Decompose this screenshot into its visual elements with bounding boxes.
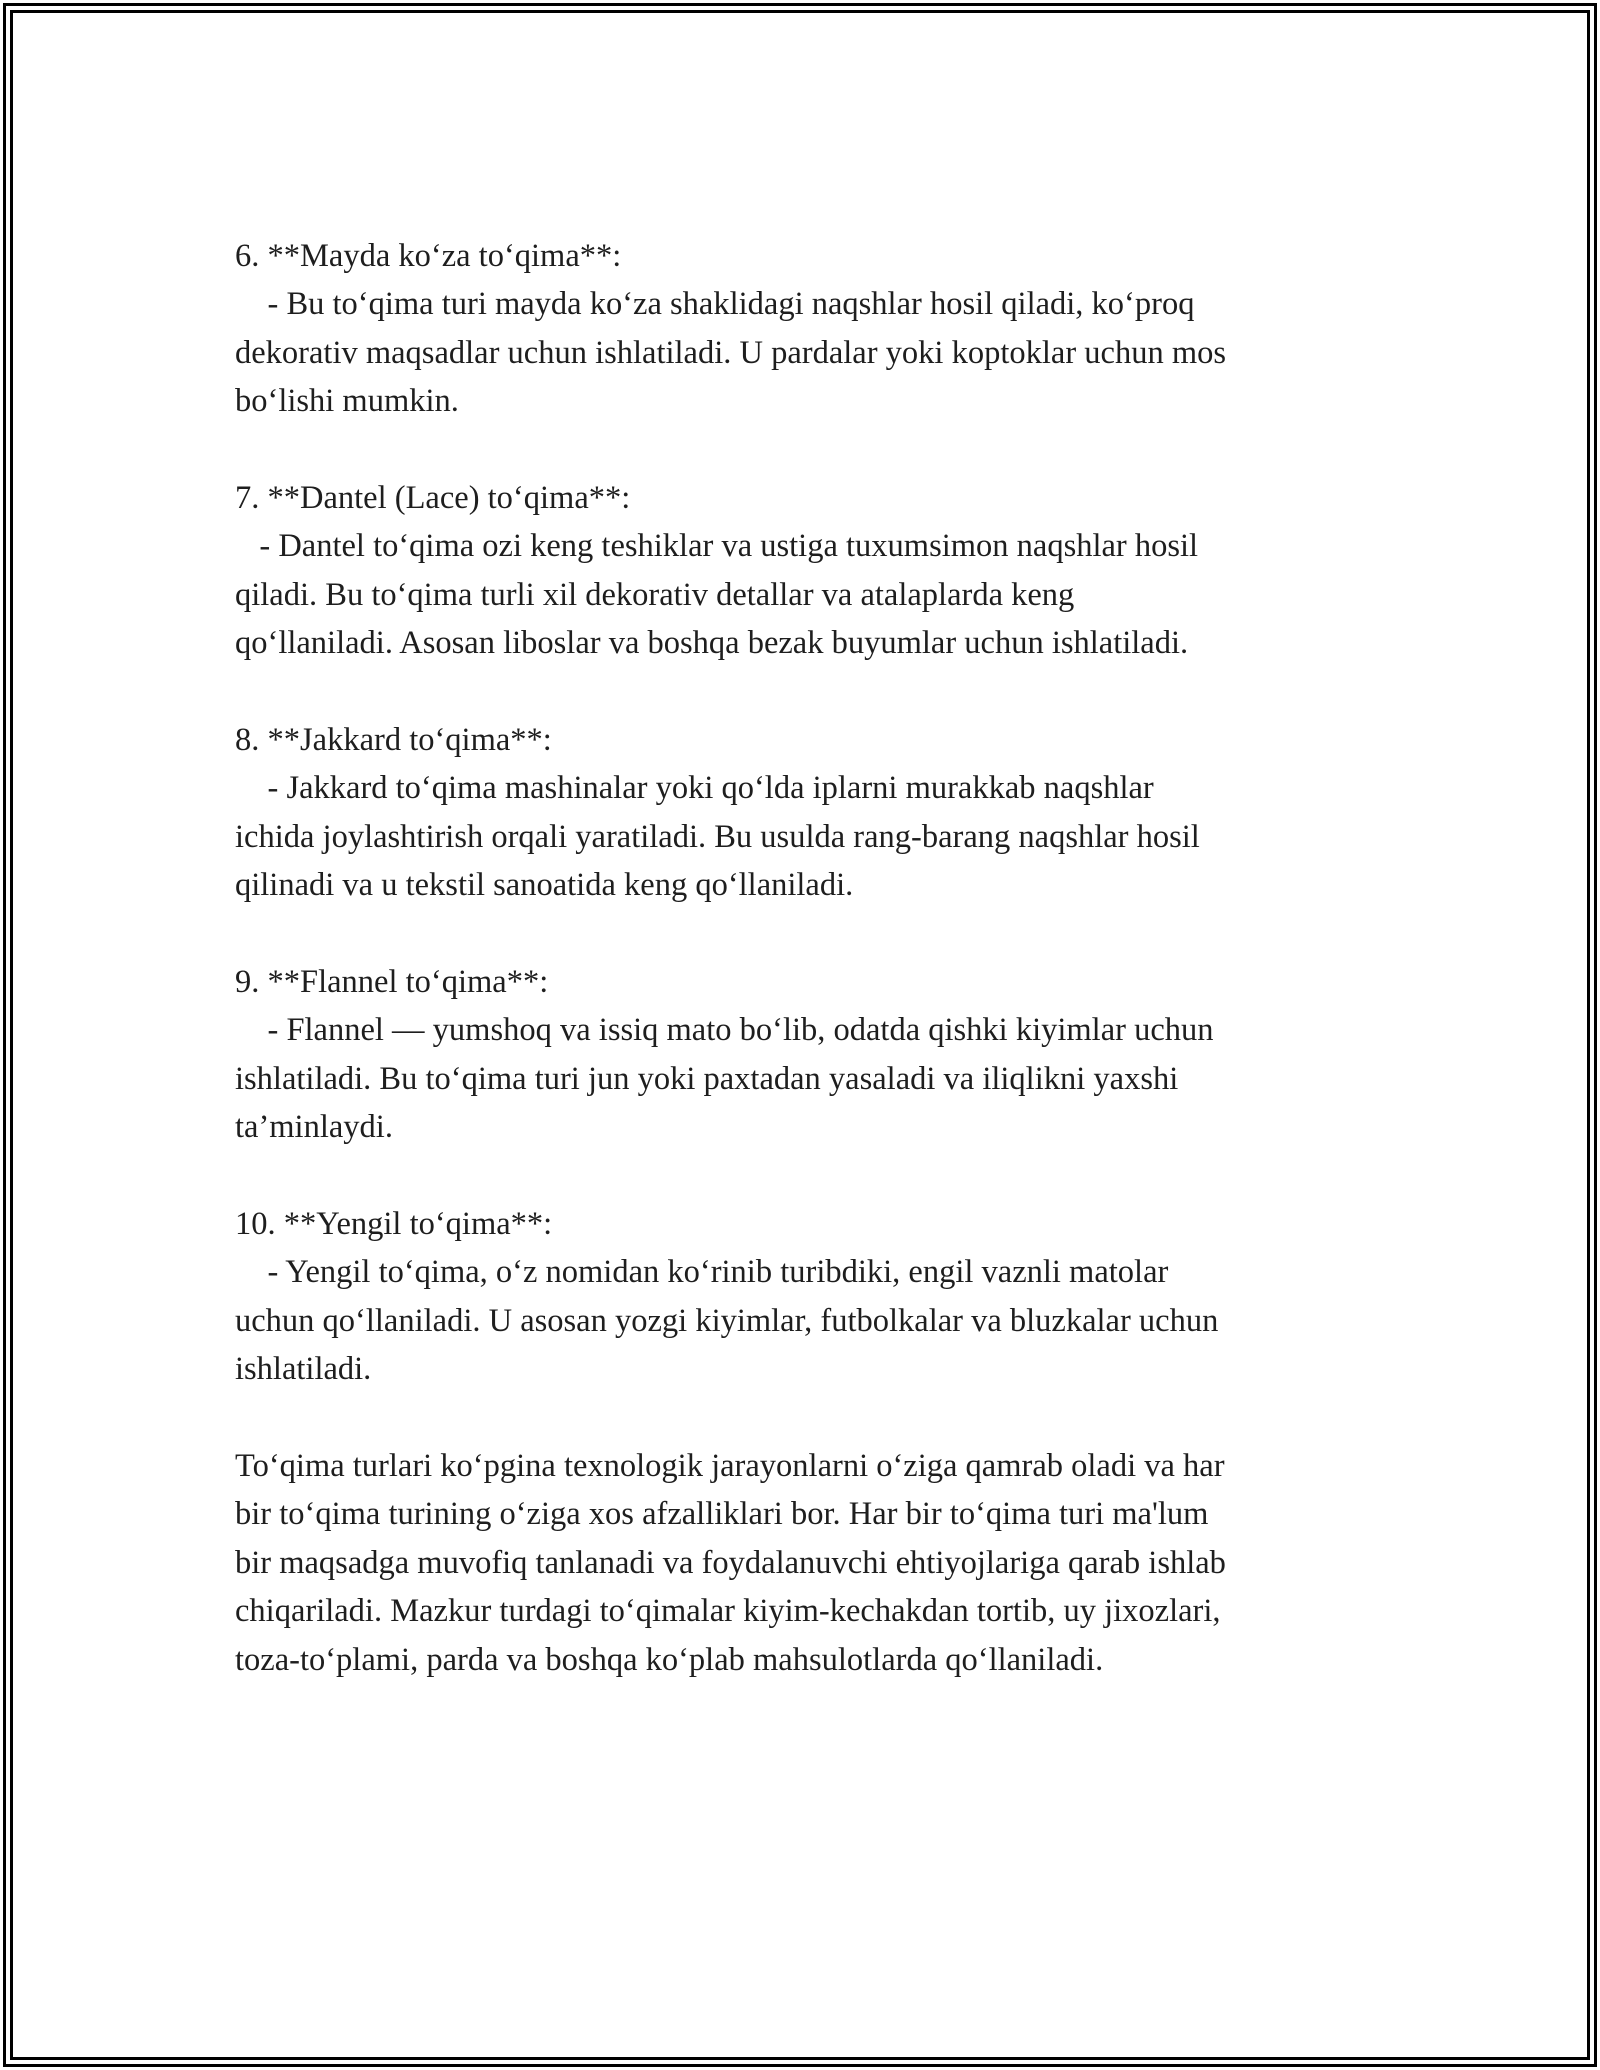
paragraph-line: ta’minlaydi. xyxy=(235,1109,393,1146)
paragraph-line: chiqariladi. Mazkur turdagi to‘qimalar kiyim-kechakdan tortib, uy jixozlari, xyxy=(235,1593,1221,1630)
paragraph-line: ishlatiladi. Bu to‘qima turi jun yoki paxtadan yasaladi va iliqlikni yaxshi xyxy=(235,1060,1179,1097)
section-heading: 6. **Mayda ko‘za to‘qima**: xyxy=(235,238,622,274)
paragraph-line: ichida joylashtirish orqali yaratiladi. Bu usulda rang-barang naqshlar hosil xyxy=(235,818,1200,855)
section-mayda-koza xyxy=(235,232,1375,426)
section-flannel xyxy=(235,958,1375,1152)
paragraph-line: bo‘lishi mumkin. xyxy=(235,383,459,420)
paragraph-line: uchun qo‘llaniladi. U asosan yozgi kiyimlar, futbolkalar va bluzkalar uchun xyxy=(235,1302,1219,1339)
paragraph-line: qo‘llaniladi. Asosan liboslar va boshqa bezak buyumlar uchun ishlatiladi. xyxy=(235,625,1189,662)
section-dantel xyxy=(235,474,1375,668)
paragraph-line: - Yengil to‘qima, o‘z nomidan ko‘rinib turibdiki, engil vaznli matolar xyxy=(235,1254,1169,1291)
paragraph-line: bir maqsadga muvofiq tanlanadi va foydalanuvchi ehtiyojlariga qarab ishlab xyxy=(235,1544,1226,1581)
paragraph-line: dekorativ maqsadlar uchun ishlatiladi. U pardalar yoki koptoklar uchun mos xyxy=(235,334,1226,371)
paragraph-line: To‘qima turlari ko‘pgina texnologik jarayonlarni o‘ziga qamrab oladi va har xyxy=(235,1448,1225,1485)
paragraph-line: - Flannel — yumshoq va issiq mato bo‘lib, odatda qishki kiyimlar uchun xyxy=(235,1012,1214,1049)
paragraph-line: ishlatiladi. xyxy=(235,1351,372,1388)
section-yengil xyxy=(235,1200,1375,1394)
paragraph-line: - Bu to‘qima turi mayda ko‘za shaklidagi naqshlar hosil qiladi, ko‘proq xyxy=(235,286,1195,323)
paragraph-line: qiladi. Bu to‘qima turli xil dekorativ detallar va atalaplarda keng xyxy=(235,576,1075,613)
paragraph-line: - Jakkard to‘qima mashinalar yoki qo‘lda iplarni murakkab naqshlar xyxy=(235,770,1154,807)
section-heading: 9. **Flannel to‘qima**: xyxy=(235,964,549,1001)
paragraph-line: qilinadi va u tekstil sanoatida keng qo‘llaniladi. xyxy=(235,867,854,904)
section-heading: 10. **Yengil to‘qima**: xyxy=(235,1206,553,1243)
section-heading: 7. **Dantel (Lace) to‘qima**: xyxy=(235,480,631,517)
paragraph-line: bir to‘qima turining o‘ziga xos afzalliklari bor. Har bir to‘qima turi ma'lum xyxy=(235,1496,1209,1533)
section-jakkard xyxy=(235,716,1375,910)
paragraph-line: - Dantel to‘qima ozi keng teshiklar va ustiga tuxumsimon naqshlar hosil xyxy=(235,528,1199,565)
paragraph-line: toza-to‘plami, parda va boshqa ko‘plab mahsulotlarda qo‘llaniladi. xyxy=(235,1641,1104,1678)
document-body xyxy=(235,232,1375,1733)
section-heading: 8. **Jakkard to‘qima**: xyxy=(235,722,552,759)
section-conclusion xyxy=(235,1442,1375,1684)
